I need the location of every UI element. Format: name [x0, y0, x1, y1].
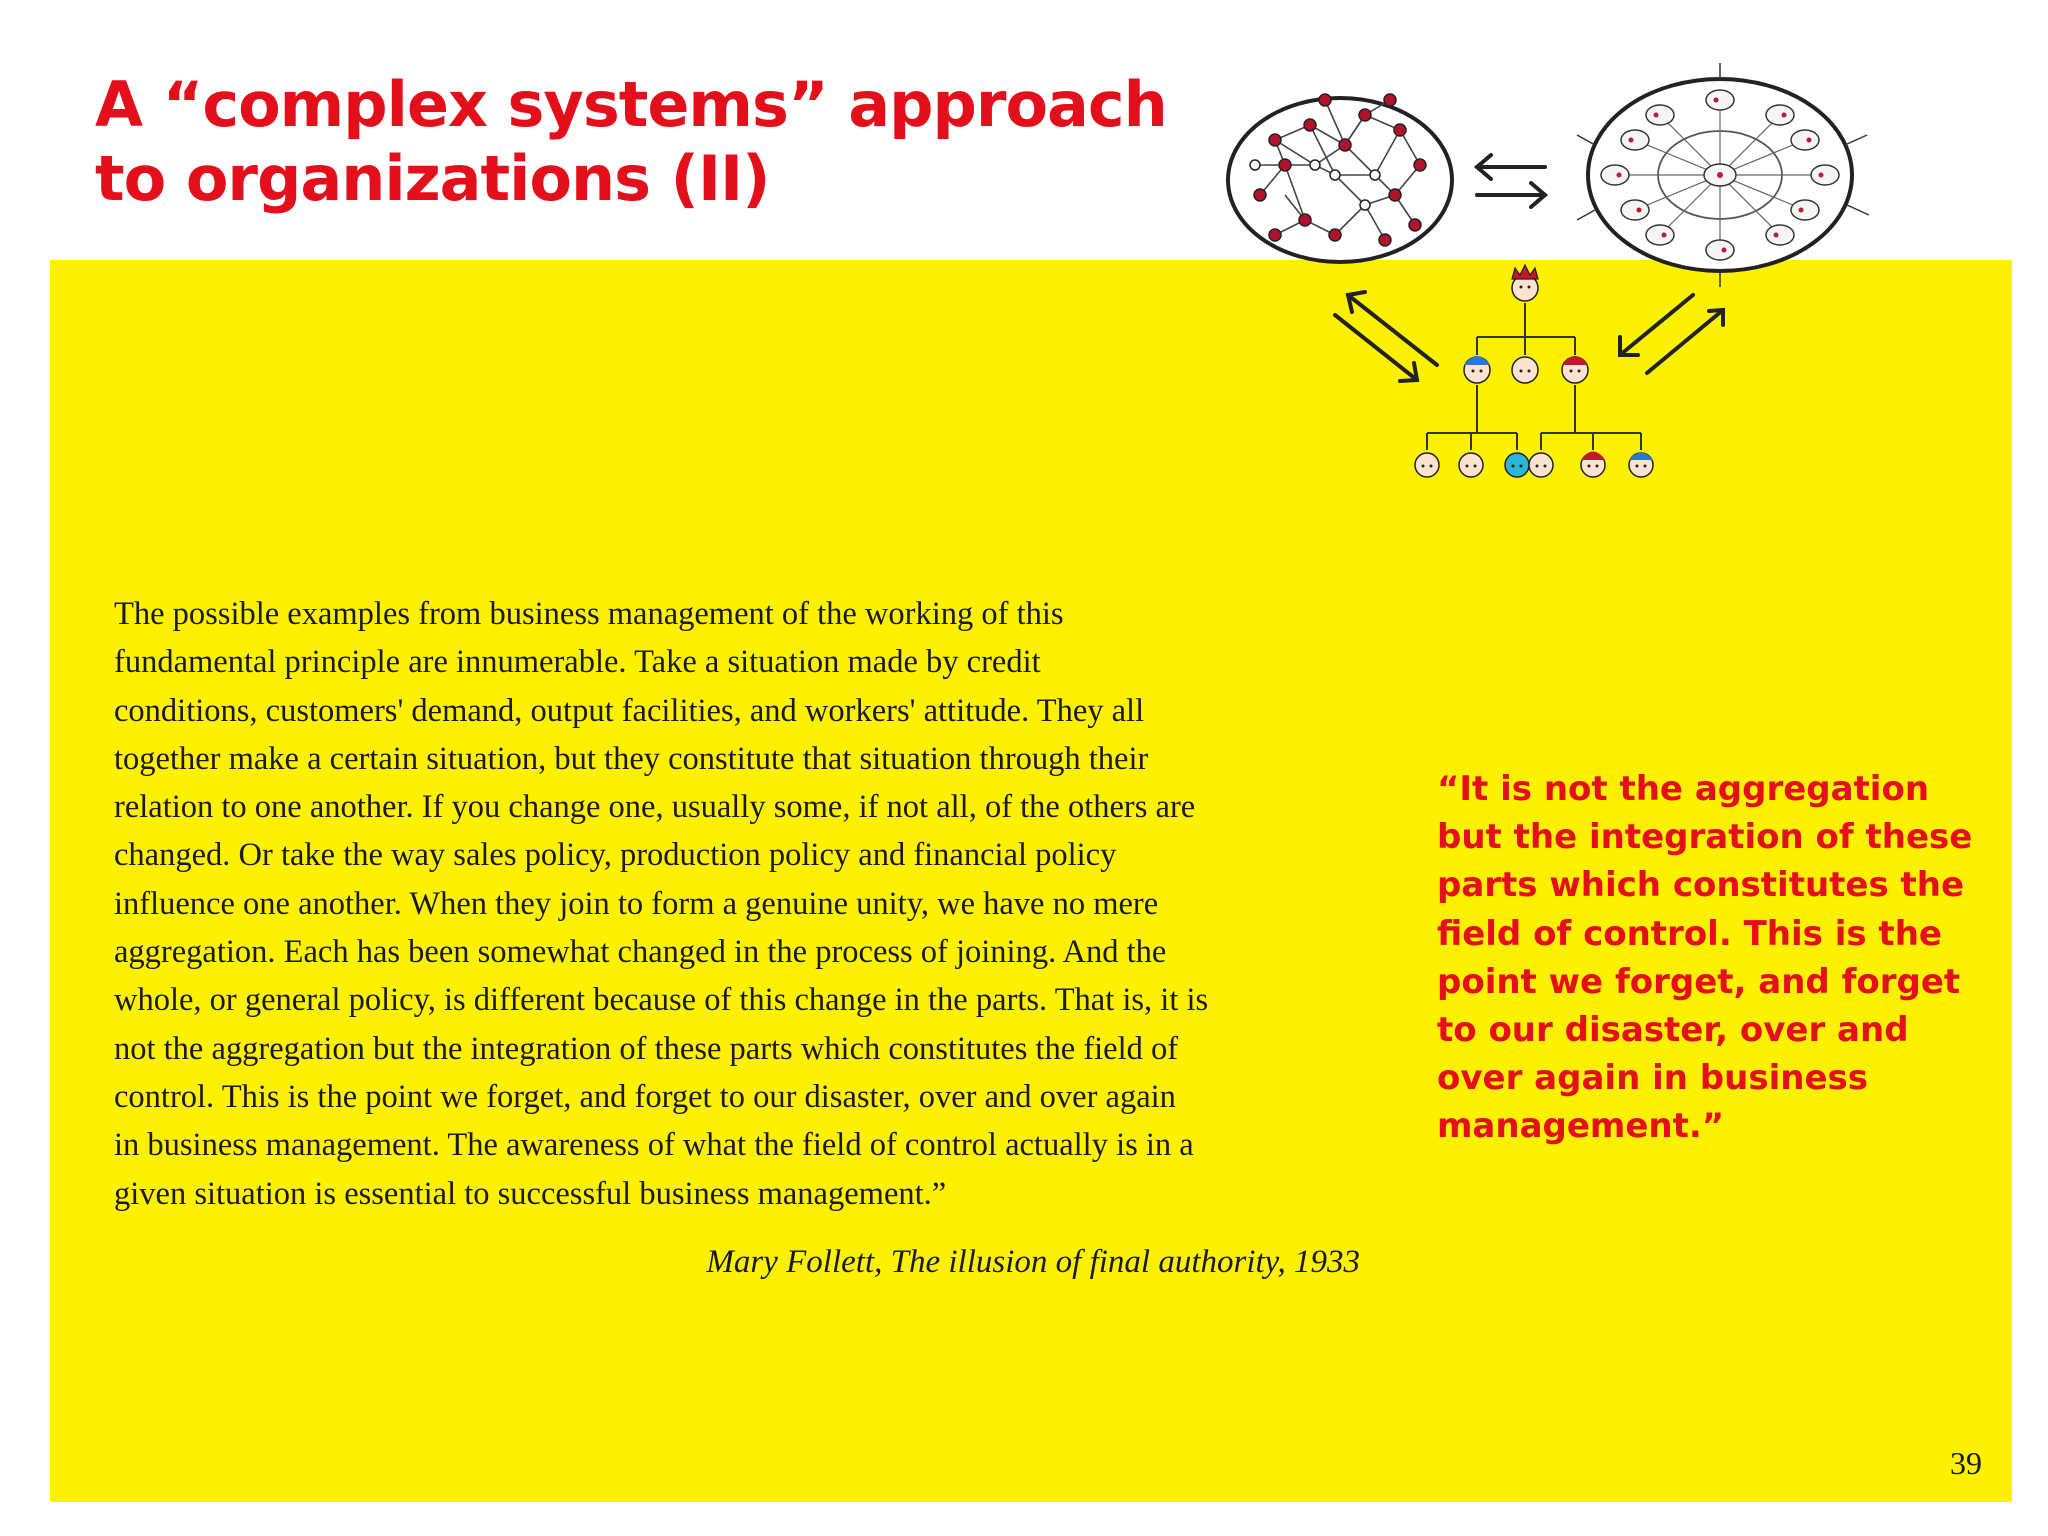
title-line-2: to organizations (II) — [95, 142, 770, 215]
pull-quote-line: “It is not the aggregation — [1437, 769, 1930, 809]
network-cluster-icon — [1228, 94, 1452, 262]
org-hierarchy-icon — [1415, 265, 1653, 477]
network-hierarchy-illustration — [1215, 55, 2005, 505]
quote-line: influence one another. When they join to form a genuine unity, we have no mere — [114, 885, 1159, 922]
pull-quote-line: to our disaster, over and — [1437, 1010, 1909, 1051]
pull-quote-line: management.” — [1437, 1106, 1725, 1147]
pull-quote-line: but the integration of these — [1437, 817, 1973, 858]
quote-line: in business management. The awareness of what the field of control actually is in a — [114, 1127, 1194, 1164]
quote-line: control. This is the point we forget, and forget to our disaster, over and over again — [114, 1078, 1176, 1115]
quote-line: aggregation. Each has been somewhat changed in the process of joining. And the — [114, 934, 1167, 971]
pull-quote-line: over again in business — [1437, 1058, 1868, 1099]
quote-line: whole, or general policy, is different because of this change in the parts. That is, it is — [114, 982, 1209, 1019]
quote-line: not the aggregation but the integration of these parts which constitutes the field of — [114, 1030, 1179, 1067]
quote-line: given situation is essential to successful business management.” — [114, 1175, 947, 1212]
quote-line: together make a certain situation, but they constitute that situation through their — [114, 740, 1149, 777]
pull-quote-line: parts which constitutes the — [1437, 865, 1965, 906]
quote-body — [114, 590, 1394, 1218]
quote-line: conditions, customers' demand, output facilities, and workers' attitude. They all — [114, 692, 1145, 729]
quote-line: changed. Or take the way sales policy, production policy and financial policy — [114, 837, 1117, 874]
page-number: 39 — [1950, 1445, 1982, 1481]
title-line-1: A “complex systems” approach — [95, 68, 1167, 141]
pull-quote — [1437, 765, 1997, 1151]
slide-title — [95, 68, 1167, 216]
pull-quote-line: point we forget, and forget — [1437, 961, 1961, 1002]
quote-line: fundamental principle are innumerable. Take a situation made by credit — [114, 644, 1041, 681]
quote-line: The possible examples from business management of the working of this — [114, 596, 1064, 632]
quote-attribution: Mary Follett, The illusion of final authority, 1933 — [706, 1244, 1360, 1280]
quote-line: relation to one another. If you change one, usually some, if not all, of the others are — [114, 789, 1196, 826]
pull-quote-line: field of control. This is the — [1437, 913, 1942, 954]
